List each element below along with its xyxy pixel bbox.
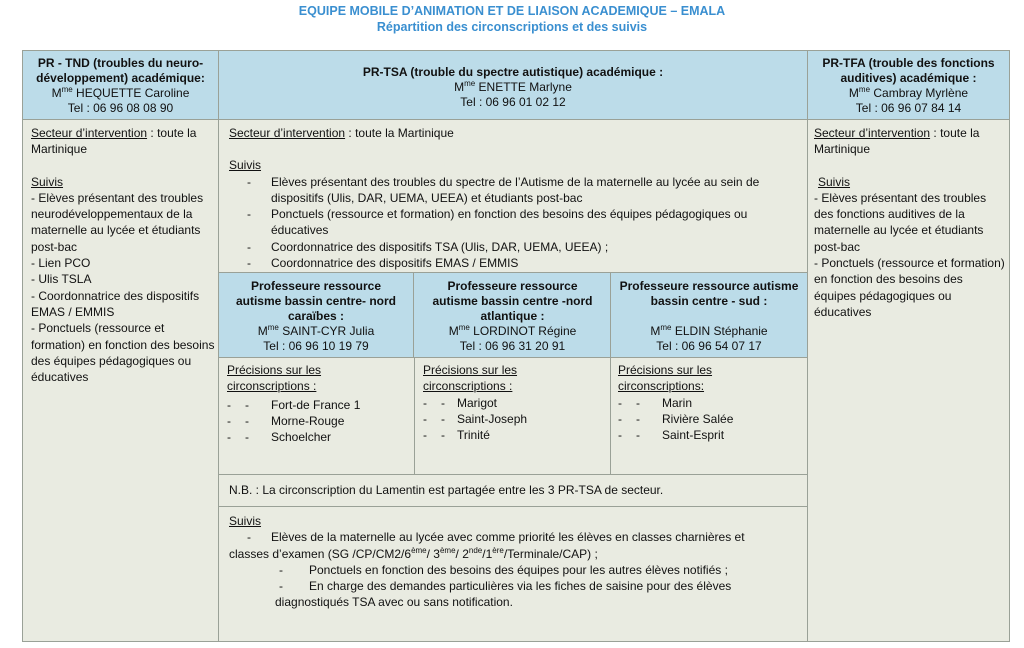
column-tfa (808, 51, 1009, 641)
header-tfa-line2: auditives) académique : (840, 71, 977, 85)
circ-cell-3: Précisions sur les circonscriptions: - - Marin - - Rivière Salée - - Saint-Esprit (618, 362, 803, 443)
item-tsa-2: - Ponctuels (ressource et formation) en fonction des besoins des équipes pédagogiques ou éducatives (229, 206, 804, 239)
item-tnd-4: - Coordonnatrice des dispositifs EMAS / EMMIS (31, 288, 200, 319)
document-subtitle: Répartition des circonscriptions et des suivis (376, 20, 648, 34)
circ-saint-joseph: - - Saint-Joseph (423, 411, 608, 427)
subheader-nord-atlantique: Professeure ressource autisme bassin centre -nord atlantique : $M^{me}$ LORDINOT Régine Tel : 06 96 31 20 91 (415, 272, 611, 358)
header-tnd (23, 51, 218, 120)
header-tfa-person: $M^{me}$ Cambray Myrlène (848, 85, 969, 100)
circ-cell-1: Précisions sur les circonscriptions : - - Fort-de France 1 - - Morne-Rouge - - Schoelcher (227, 362, 412, 445)
document-title: EQUIPE MOBILE D’ANIMATION ET DE LIAISON ACADEMIQUE – EMALA (298, 4, 726, 18)
header-tfa-line1: PR-TFA (trouble des fonctions (822, 56, 995, 70)
tel-eldin: Tel : 06 96 54 07 17 (656, 339, 762, 353)
circ-riviere-salee: - - Rivière Salée (618, 411, 803, 427)
suivis-label-tnd: Suivis (31, 174, 64, 189)
column-tnd (23, 51, 219, 641)
secteur-tsa: Secteur d’intervention : toute la Martinique (229, 126, 454, 140)
person-eldin: $M^{me}$ ELDIN Stéphanie (650, 323, 768, 338)
tel-saint-cyr: Tel : 06 96 10 19 79 (263, 339, 369, 353)
item-tsa-3: - Coordonnatrice des dispositifs TSA (Ulis, DAR, UEMA, UEEA) ; (229, 239, 804, 255)
circ-marin: - - Marin (618, 395, 803, 411)
header-tnd-person: $M^{me}$ HEQUETTE Caroline (51, 85, 190, 100)
item-tsa-4: - Coordonnatrice des dispositifs EMAS / EMMIS (229, 255, 804, 271)
header-tnd-tel: Tel : 06 96 08 08 90 (67, 101, 174, 115)
header-tsa-person: $M^{me}$ ENETTE Marlyne (454, 79, 572, 94)
person-saint-cyr: $M^{me}$ SAINT-CYR Julia (257, 323, 375, 338)
header-tnd-line2: développement) académique: (36, 71, 205, 85)
item-tnd-2: - Lien PCO (31, 256, 91, 271)
item-tnd-1: - Elèves présentant des troubles neurodéveloppementaux de la maternelle au lycée et étudiants post-bac (31, 190, 204, 254)
body-tsa (229, 125, 804, 271)
body-tfa (814, 125, 1006, 320)
subheader-centre-sud: Professeure ressource autisme bassin centre - sud : $M^{me}$ ELDIN Stéphanie Tel : 06 96 54 07 17 (611, 272, 807, 358)
circ-trinite: - - Trinité (423, 427, 608, 443)
secteur-tnd: Secteur d’intervention : toute la Martinique (31, 126, 197, 157)
secteur-tfa: Secteur d’intervention : toute la Martinique (814, 126, 980, 157)
header-tsa-tel: Tel : 06 96 01 02 12 (460, 95, 566, 109)
header-tnd-line1: PR - TND (troubles du neuro- (37, 56, 204, 70)
nb-note: N.B. : La circonscription du Lamentin est partagée entre les 3 PR-TSA de secteur. (229, 483, 664, 497)
header-tsa (219, 51, 807, 120)
item-tfa-1: - Elèves présentant des troubles des fonctions auditives de la maternelle au lycée et étudiants post-bac (814, 190, 987, 254)
column-tsa (219, 51, 808, 641)
suivis-tsa-secteur: Suivis - Elèves de la maternelle au lycée avec comme priorité les élèves en classes charnières et classes d’examen (SG /CP/CM2/6ème/ 3ème/ 2nde/1ère/Terminale/CAP) ; - Ponctuels en fonction des besoins des équipes pour les autres élèves notifiés ; - En charge des demandes particulières via les fiches de saisine pour des élèves diagnostiqués TSA avec ou sans notification. (229, 514, 745, 610)
suivis-label-tfa: Suivis (818, 174, 851, 189)
item-tsa-1: - Elèves présentant des troubles du spectre de l’Autisme de la maternelle au lycée au sein de dispositifs (Ulis, DAR, UEMA, UEEA) et étudiants post-bac (229, 174, 804, 207)
person-lordinot: $M^{me}$ LORDINOT Régine (448, 323, 577, 338)
body-tnd (31, 125, 215, 385)
circ-morne-rouge: - - Morne-Rouge (227, 413, 412, 429)
circ-schoelcher: - - Schoelcher (227, 429, 412, 445)
subheader-nord-caraibes: Professeure ressource autisme bassin centre- nord caraïbes : $M^{me}$ SAINT-CYR Julia Tel : 06 96 10 19 79 (219, 272, 414, 358)
circ-cell-2: Précisions sur les circonscriptions : - - Marigot - - Saint-Joseph - - Trinité (423, 362, 608, 443)
item-tnd-3: - Ulis TSLA (31, 272, 92, 287)
suivis-label-tsa: Suivis (229, 158, 262, 173)
circ-saint-esprit: - - Saint-Esprit (618, 427, 803, 443)
item-tnd-5: - Ponctuels (ressource et formation) en fonction des besoins des équipes pédagogiques ou éducatives (31, 321, 215, 385)
header-tfa (808, 51, 1009, 120)
tel-lordinot: Tel : 06 96 31 20 91 (459, 339, 566, 353)
circ-marigot: - - Marigot (423, 395, 608, 411)
item-tfa-2: - Ponctuels (ressource et formation) en fonction des besoins des équipes pédagogiques ou éducatives (814, 256, 1005, 319)
header-tfa-tel: Tel : 06 96 07 84 14 (855, 101, 962, 115)
circ-fort-de-france: - - Fort-de France 1 (227, 397, 412, 413)
assignment-table (22, 50, 1010, 642)
header-tsa-line1: PR-TSA (trouble du spectre autistique) académique : (362, 65, 664, 79)
